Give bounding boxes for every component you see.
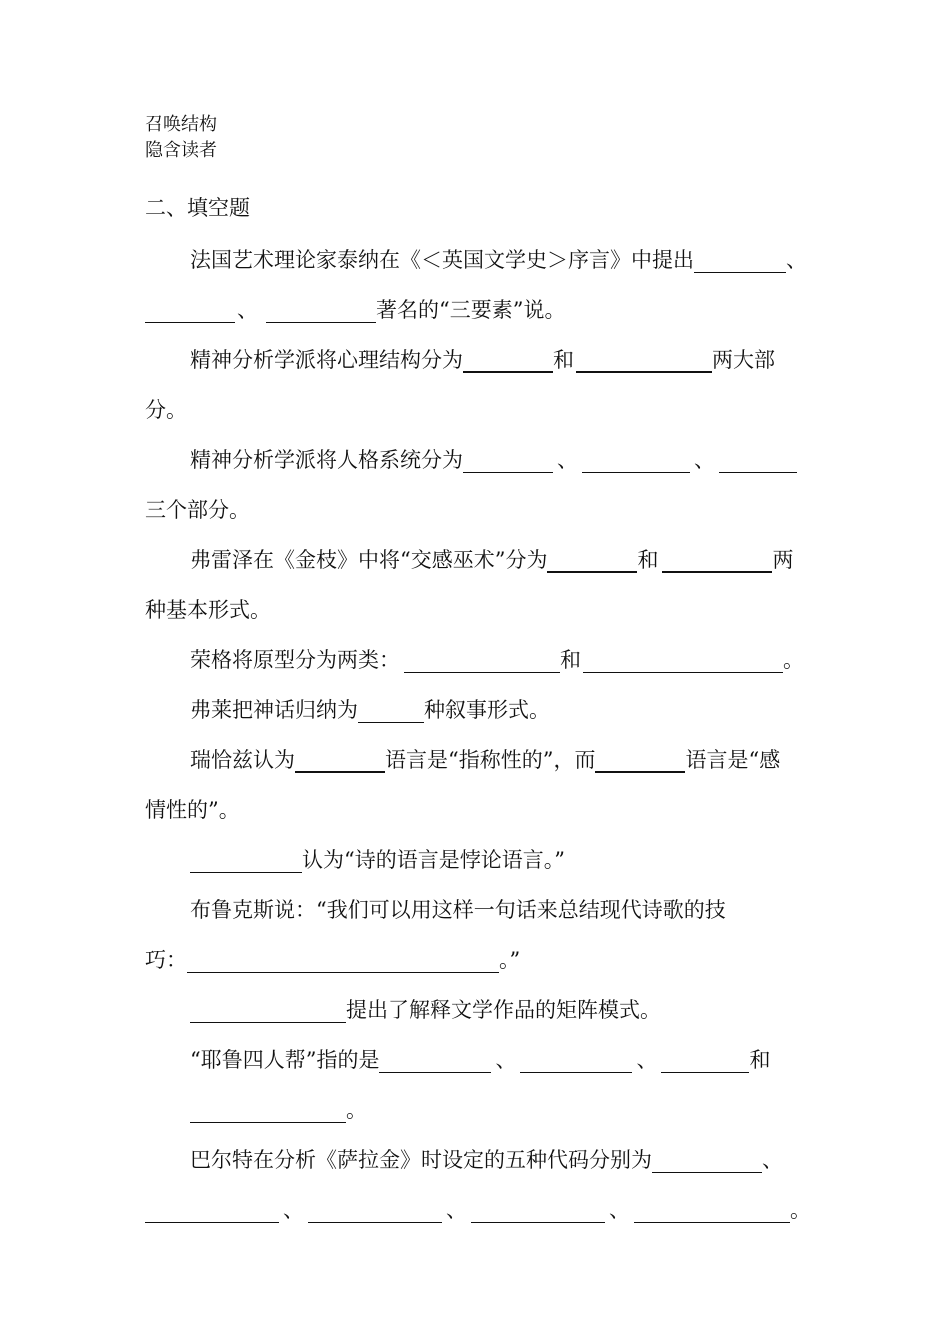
answer-blank[interactable] bbox=[661, 1050, 749, 1073]
answer-blank[interactable] bbox=[719, 450, 797, 473]
answer-blank[interactable] bbox=[662, 549, 772, 573]
answer-blank[interactable] bbox=[308, 1200, 442, 1223]
answer-blank[interactable] bbox=[694, 250, 786, 273]
question-7-line-2: 情性的”。 bbox=[145, 798, 240, 822]
answer-blank[interactable] bbox=[266, 300, 376, 323]
answer-blank[interactable] bbox=[379, 1050, 491, 1073]
answer-blank[interactable] bbox=[576, 349, 712, 373]
answer-blank[interactable] bbox=[145, 300, 235, 323]
question-12-line-1: 巴尔特在分析《萨拉金》时设定的五种代码分别为 、 bbox=[190, 1148, 783, 1172]
term-2: 隐含读者 bbox=[145, 140, 217, 161]
answer-blank[interactable] bbox=[187, 950, 499, 973]
question-1-line-2: 、 著名的“三要素”说。 bbox=[145, 297, 565, 323]
question-1-line-1: 法国艺术理论家泰纳在《＜英国文学史＞序言》中提出 、 bbox=[190, 248, 807, 272]
question-10: 提出了解释文学作品的矩阵模式。 bbox=[190, 997, 661, 1023]
answer-blank[interactable] bbox=[295, 749, 385, 773]
question-7-line-1: 瑞恰兹认为 语言是“指称性的”，而 语言是“感 bbox=[190, 748, 781, 772]
question-3-line-2: 三个部分。 bbox=[145, 498, 250, 522]
answer-blank[interactable] bbox=[471, 1200, 605, 1223]
question-4-line-1: 弗雷泽在《金枝》中将“交感巫术”分为 和 两 bbox=[190, 548, 794, 572]
question-12-line-2: 、 、 、 。 bbox=[145, 1197, 811, 1223]
answer-blank[interactable] bbox=[463, 349, 553, 373]
answer-blank[interactable] bbox=[404, 650, 560, 673]
term-1: 召唤结构 bbox=[145, 114, 217, 135]
section-title: 二、填空题 bbox=[145, 196, 250, 220]
question-9-line-1: 布鲁克斯说：“我们可以用这样一句话来总结现代诗歌的技 bbox=[190, 898, 726, 922]
answer-blank[interactable] bbox=[583, 650, 783, 673]
question-3-line-1: 精神分析学派将人格系统分为 、 、 bbox=[190, 447, 797, 473]
question-4-line-2: 种基本形式。 bbox=[145, 598, 271, 622]
answer-blank[interactable] bbox=[652, 1150, 762, 1173]
answer-blank[interactable] bbox=[520, 1050, 632, 1073]
answer-blank[interactable] bbox=[547, 549, 637, 573]
answer-blank[interactable] bbox=[190, 1000, 346, 1023]
answer-blank[interactable] bbox=[463, 450, 553, 473]
question-11-line-2: 。 bbox=[190, 1097, 367, 1123]
question-2-line-1: 精神分析学派将心理结构分为 和 两大部 bbox=[190, 348, 775, 372]
question-5: 荣格将原型分为两类： 和 。 bbox=[190, 648, 804, 672]
answer-blank[interactable] bbox=[190, 850, 302, 873]
answer-blank[interactable] bbox=[190, 1100, 346, 1123]
question-8: 认为“诗的语言是悖论语言。” bbox=[190, 847, 565, 873]
answer-blank[interactable] bbox=[582, 450, 690, 473]
question-11-line-1: “耶鲁四人帮”指的是 、 、 和 bbox=[190, 1048, 771, 1072]
question-6: 弗莱把神话归纳为 种叙事形式。 bbox=[190, 698, 550, 722]
answer-blank[interactable] bbox=[358, 700, 424, 723]
answer-blank[interactable] bbox=[145, 1200, 279, 1223]
question-2-line-2: 分。 bbox=[145, 398, 187, 422]
answer-blank[interactable] bbox=[634, 1200, 790, 1223]
answer-blank[interactable] bbox=[595, 749, 685, 773]
question-9-line-2: 巧： 。” bbox=[145, 948, 521, 972]
